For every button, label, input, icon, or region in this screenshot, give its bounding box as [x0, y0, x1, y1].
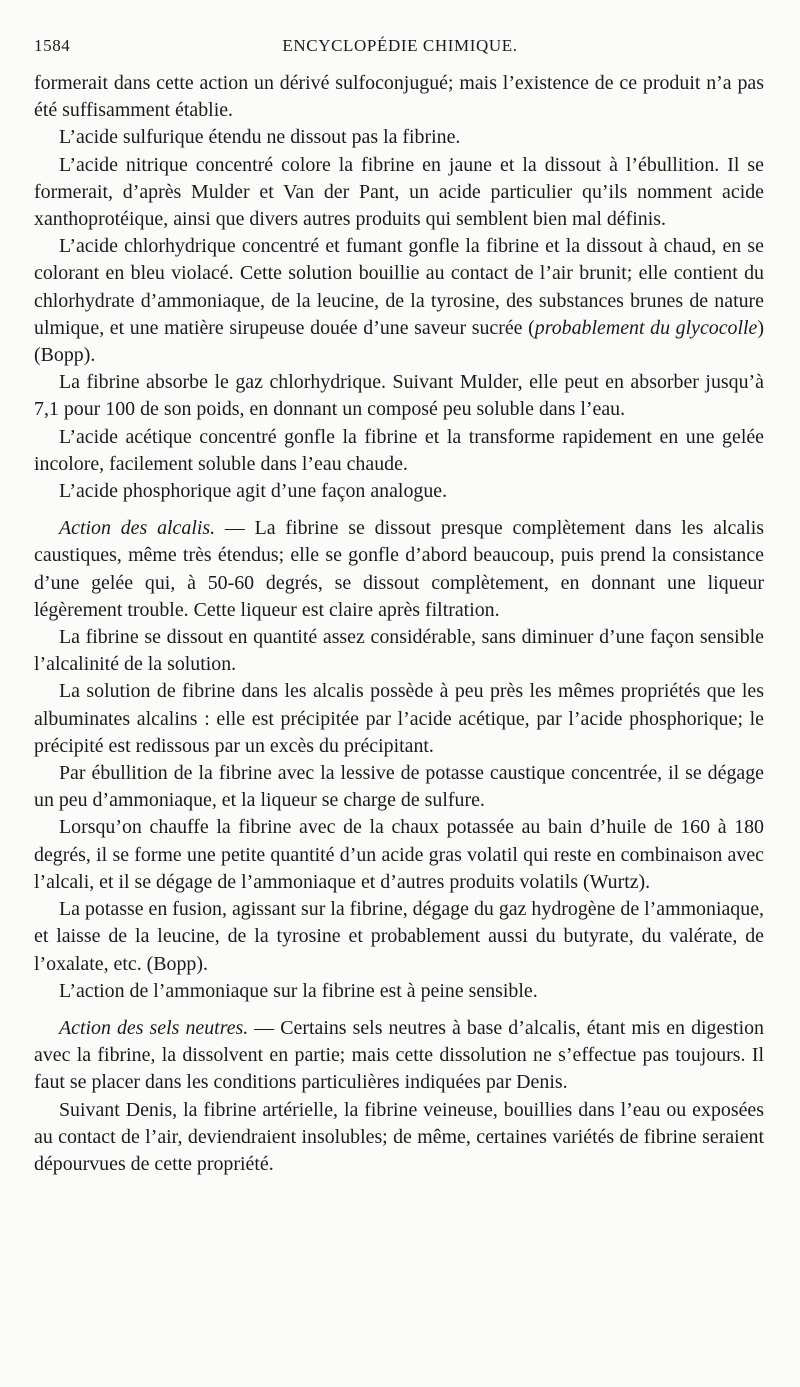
section-heading: Action des sels neutres. — [59, 1016, 249, 1039]
body-text — [34, 70, 764, 1178]
paragraph: L’acide sulfurique étendu ne dissout pas la fibrine. — [59, 126, 461, 149]
section-heading: Action des alcalis. — [59, 517, 216, 540]
section-paragraph: Action des sels neutres. — Certains sels neutres à base d’alcalis, étant mis en digestion avec la fibrine, la dissolvent en partie; mais cette dissolution ne s’effectue pas toujours. Il faut se placer dans les conditions particulières indiquées par Denis. — [34, 1016, 764, 1094]
paragraph: Lorsqu’on chauffe la fibrine avec de la chaux potassée au bain d’huile de 160 à 180 degrés, il se forme une petite quantité d’un acide gras volatil qui reste en combinaison avec l’alcali, et il se dégage de l’ammoniaque et d’autres produits volatils (Wurtz). — [34, 816, 764, 893]
paragraph: Suivant Denis, la fibrine artérielle, la fibrine veineuse, bouillies dans l’eau ou exposées au contact de l’air, deviendraient insolubles; de même, certaines variétés de fibrine seraient dépourvues de cette propriété. — [34, 1098, 764, 1175]
running-title: ENCYCLOPÉDIE CHIMIQUE. — [282, 36, 518, 55]
paragraph: Par ébullition de la fibrine avec la lessive de potasse caustique concentrée, il se dégage un peu d’ammoniaque, et la liqueur se charge de sulfure. — [34, 762, 764, 812]
paragraph: La potasse en fusion, agissant sur la fibrine, dégage du gaz hydrogène de l’ammoniaque, et laisse de la leucine, de la tyrosine et probablement aussi du butyrate, du valérate, de l’oxalate, etc. (Bopp). — [34, 898, 764, 975]
paragraph: La solution de fibrine dans les alcalis possède à peu près les mêmes propriétés que les albuminates alcalins : elle est précipitée par l’acide acétique, par l’acide phosphorique; le précipité est redissous par un excès du précipitant. — [34, 680, 764, 757]
paragraph: La fibrine se dissout en quantité assez considérable, sans diminuer d’une façon sensible l’alcalinité de la solution. — [34, 626, 764, 676]
paragraph: L’action de l’ammoniaque sur la fibrine est à peine sensible. — [59, 979, 538, 1002]
section-paragraph: Action des alcalis. — La fibrine se dissout presque complètement dans les alcalis caustiques, même très étendus; elle se gonfle d’abord beaucoup, puis prend la consistance d’une gelée qui, à 50-60 degrés, se dissout complètement, en donnant une liqueur légèrement trouble. Cette liqueur est claire après filtration. — [34, 517, 764, 621]
page-number: 1584 — [34, 36, 71, 55]
paragraph: L’acide chlorhydrique concentré et fumant gonfle la fibrine et la dissout à chaud, en se colorant en bleu violacé. Cette solution bouillie au contact de l’air brunit; elle contient du chlorhydrate d’ammoniaque, de la leucine, de la tyrosine, des substances brunes de nature ulmique, et une matière sirupeuse douée d’une saveur sucrée (probablement du glycocolle) (Bopp). — [34, 235, 765, 367]
page-header — [34, 36, 766, 62]
paragraph: formerait dans cette action un dérivé sulfoconjugué; mais l’existence de ce produit n’a pas été suffisamment établie. — [34, 72, 764, 122]
italic-phrase: probablement du glycocolle — [534, 316, 758, 339]
paragraph: La fibrine absorbe le gaz chlorhydrique. Suivant Mulder, elle peut en absorber jusqu’à 7,1 pour 100 de son poids, en donnant un composé peu soluble dans l’eau. — [34, 371, 764, 421]
paragraph: L’acide nitrique concentré colore la fibrine en jaune et la dissout à l’ébullition. Il se formerait, d’après Mulder et Van der Pant, un acide particulier qu’ils nomment acide xanthoprotéique, ainsi que divers autres produits qui semblent bien mal définis. — [34, 153, 764, 231]
paragraph: L’acide acétique concentré gonfle la fibrine et la transforme rapidement en une gelée incolore, facilement soluble dans l’eau chaude. — [34, 425, 764, 475]
paragraph: L’acide phosphorique agit d’une façon analogue. — [59, 480, 448, 503]
